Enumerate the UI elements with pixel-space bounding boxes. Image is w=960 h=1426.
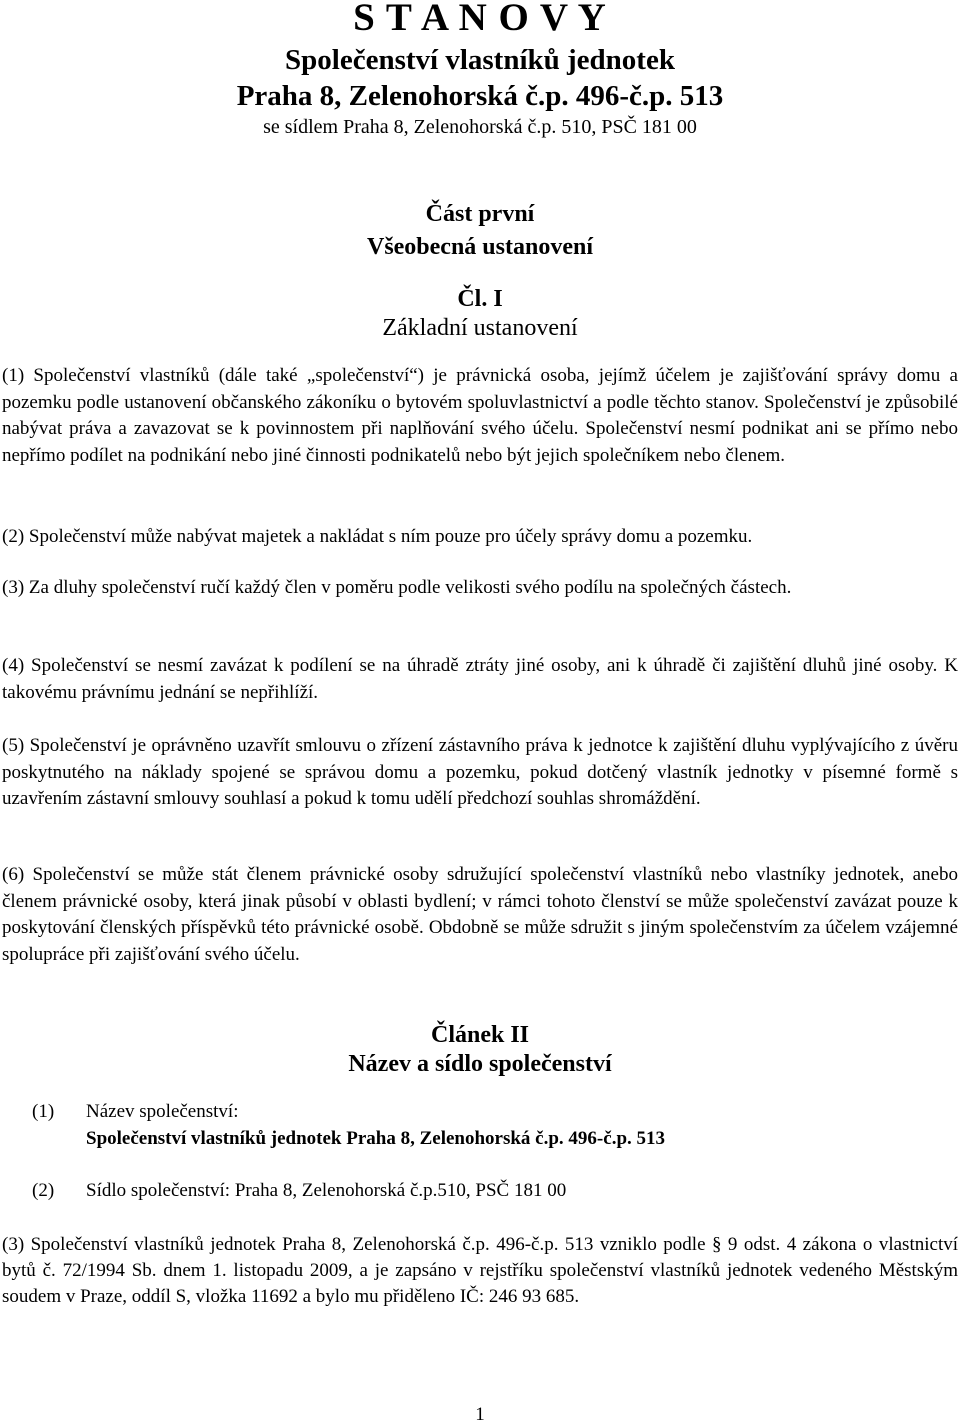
paragraph-4-text-a: (4) Společenství se nesmí zavázat k podílení se na úhradě ztráty jiné osoby, ani k úhradě či zajištění dluhů jiné osoby. xyxy=(2,655,938,676)
item-2-number: (2) xyxy=(32,1180,55,1201)
article-1-paragraph-2: (2) Společenství může nabývat majetek a nakládat s ním pouze pro účely správy domu a pozemku. xyxy=(2,526,753,547)
article-2-item-2 xyxy=(32,1178,566,1204)
article-1-paragraph-6: (6) Společenství se může stát členem právnické osoby sdružující společenství vlastníků nebo vlastníky jednotek, anebo členem právnické osoby, která jinak působí v oblasti bydlení; v rámci tohoto členství se může společenství zavázat pouze k poskytování členských příspěvků této právnické osobě. Obdobně se může sdružit s jiným společenstvím za účelem vzájemné spolupráce při zajišťování svého účelu. xyxy=(2,864,958,965)
paragraph-1-text-b: Společenství je způsobilé nabývat práva a zavazovat se k povinnostem při naplňování svého účelu. xyxy=(2,391,958,439)
item-1-label: Název společenství: xyxy=(86,1101,239,1122)
item-1-number: (1) xyxy=(32,1101,55,1122)
paragraph-1-text-a: (1) Společenství vlastníků (dále také „společenství“) je právnická osoba, jejímž účelem je zajišťování správy domu a pozemku podle ustanovení občanského zákoníku o bytovém spoluvlastnictví a podle těchto stanov. xyxy=(2,365,958,413)
article-1-paragraph-3: (3) Za dluhy společenství ručí každý člen v poměru podle velikosti svého podílu na společných částech. xyxy=(2,577,792,598)
article-2-title: Článek II xyxy=(430,1022,530,1048)
organization-seat: se sídlem Praha 8, Zelenohorská č.p. 510, PSČ 181 00 xyxy=(263,116,697,138)
article-1-paragraph-5: (5) Společenství je oprávněno uzavřít smlouvu o zřízení zástavního práva k jednotce k zajištění dluhu vyplývajícího z úvěru poskytnutého na náklady spojené se správou domu a pozemku, pokud dotčený vlastník jednotky v písemné formě s uzavřením zástavní smlouvy souhlasí a pokud k tomu udělí předchozí souhlas shromáždění. xyxy=(2,735,958,809)
page-number: 1 xyxy=(475,1404,485,1425)
part-subtitle: Všeobecná ustanovení xyxy=(366,234,594,260)
article-1-paragraph-1 xyxy=(2,363,958,469)
document-title: S T A N O V Y xyxy=(353,0,607,39)
organization-address: Praha 8, Zelenohorská č.p. 496-č.p. 513 xyxy=(236,80,724,112)
article-2-subtitle: Název a sídlo společenství xyxy=(348,1051,612,1077)
item-2-text: Sídlo společenství: Praha 8, Zelenohorská č.p.510, PSČ 181 00 xyxy=(86,1180,567,1201)
article-1-paragraph-4 xyxy=(2,653,958,706)
paragraph-1-text-c: Společenství nesmí podnikat ani se přímo nebo nepřímo podílet na podnikání nebo jiné činnosti podnikatelů nebo být jejich společníkem nebo členem. xyxy=(2,418,958,466)
article-1-title: Čl. I xyxy=(457,286,503,312)
part-title: Část první xyxy=(425,201,535,227)
paragraph-4-text-b: K takovému právnímu jednání se nepřihlíží. xyxy=(2,655,958,703)
article-1-subtitle: Základní ustanovení xyxy=(382,315,578,341)
association-full-name: Společenství vlastníků jednotek Praha 8, Zelenohorská č.p. 496-č.p. 513 xyxy=(86,1128,666,1149)
article-2-item-1-label-row xyxy=(32,1099,238,1125)
article-2-item-3: (3) Společenství vlastníků jednotek Praha 8, Zelenohorská č.p. 496-č.p. 513 vzniklo podle § 9 odst. 4 zákona o vlastnictví bytů č. 72/1994 Sb. dnem 1. listopadu 2009, a je zapsáno v rejstříku společenství vlastníků jednotek vedeného Městským soudem v Praze, oddíl S, vložka 11692 a bylo mu přiděleno IČ: 246 93 685. xyxy=(2,1234,958,1307)
organization-name: Společenství vlastníků jednotek xyxy=(285,44,675,76)
